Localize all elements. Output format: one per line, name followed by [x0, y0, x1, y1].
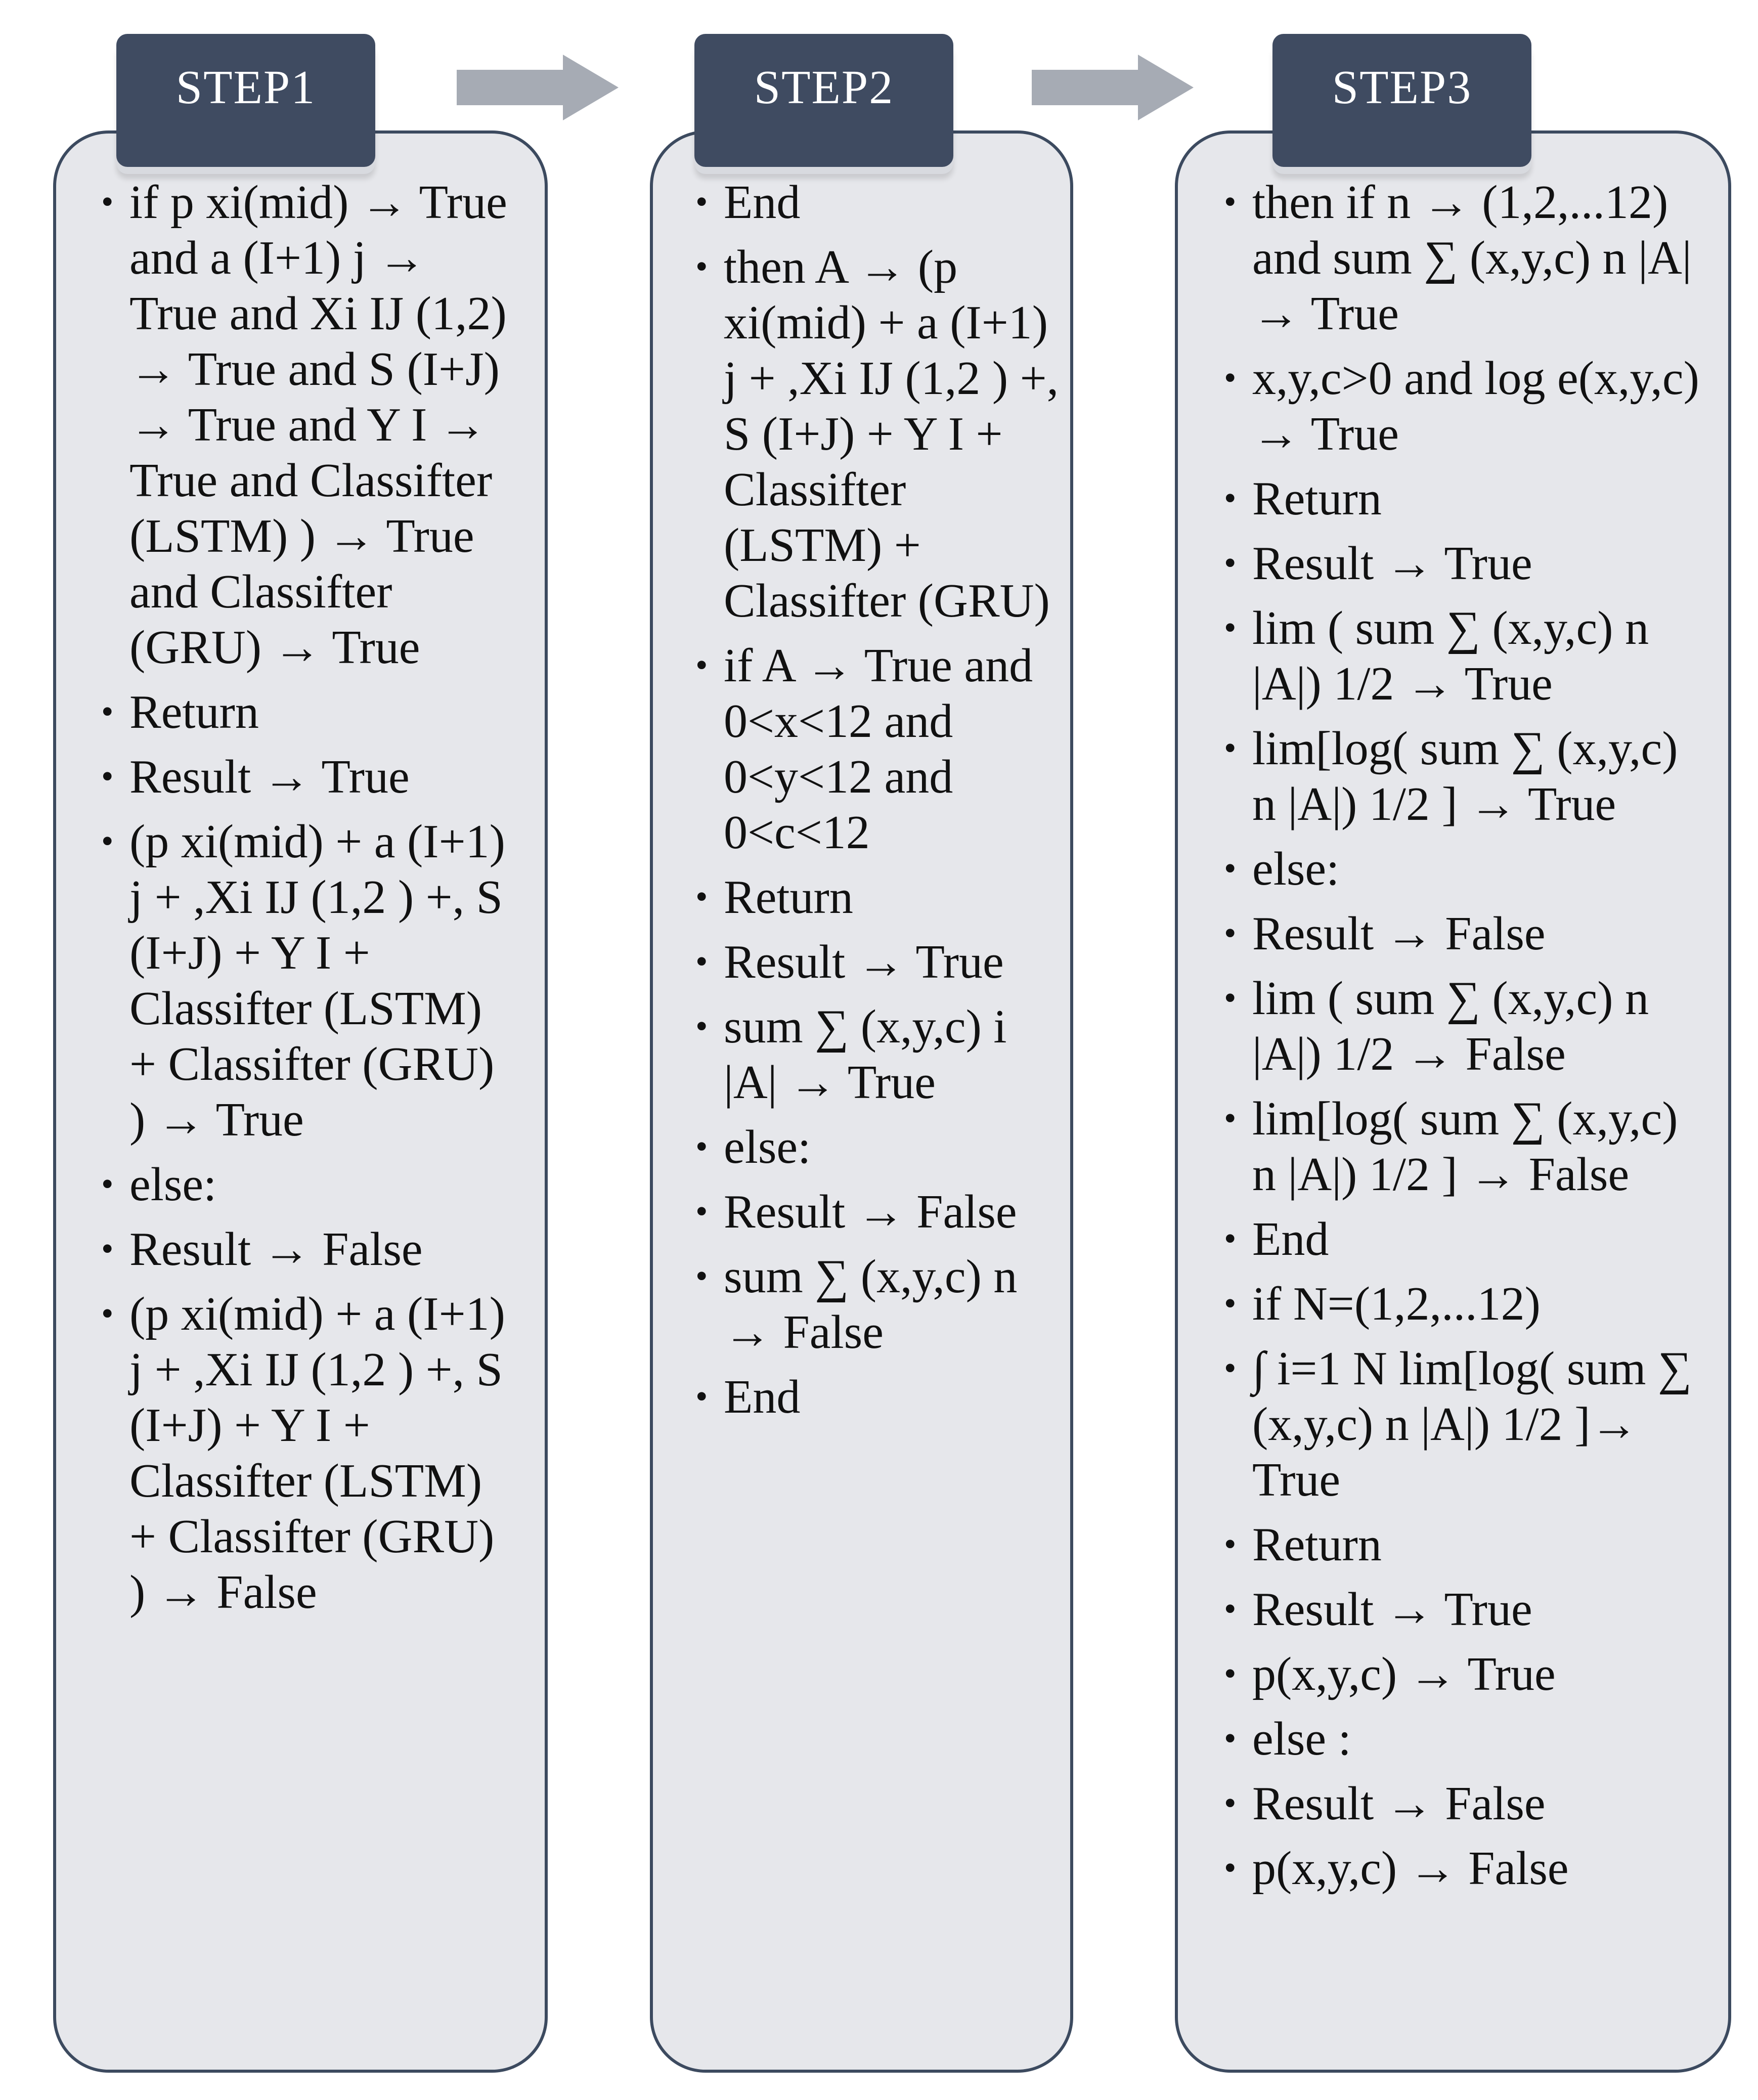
- step2-list: [695, 174, 1060, 1434]
- list-item: • then A → (p xi(mid) + a (I+1) j + ,Xi IJ (1,2 ) +, S (I+J) + Y I + Classifter (LSTM) + Classifter (GRU): [695, 239, 1060, 629]
- list-item: • lim ( sum ∑ (x,y,c) n |A|) 1/2 → False: [1224, 971, 1709, 1082]
- list-item: • if p xi(mid) → True and a (I+1) j → True and Xi IJ (1,2) → True and S (I+J) → True and Y I → True and Classifter (LSTM) ) → True and Classifter (GRU) → True: [101, 174, 516, 675]
- list-item: • else:: [1224, 841, 1709, 897]
- step3-list: [1224, 174, 1709, 1905]
- list-item: • else:: [101, 1157, 516, 1212]
- list-item: • lim[log( sum ∑ (x,y,c) n |A|) 1/2 ] → True: [1224, 721, 1709, 832]
- list-item: • if A → True and 0<x<12 and 0<y<12 and 0<c<12: [695, 638, 1060, 860]
- list-item: • End: [695, 1369, 1060, 1425]
- list-item: • lim ( sum ∑ (x,y,c) n |A|) 1/2 → True: [1224, 600, 1709, 712]
- step2-header: [694, 34, 953, 167]
- list-item: • Result → True: [101, 749, 516, 805]
- list-item: • Return: [1224, 471, 1709, 527]
- step2-title: STEP2: [754, 61, 894, 114]
- list-item: • Result → False: [1224, 906, 1709, 961]
- list-item: • (p xi(mid) + a (I+1) j + ,Xi IJ (1,2 ) +, S (I+J) + Y I + Classifter (LSTM) + Classifter (GRU) ) → True: [101, 814, 516, 1148]
- list-item: • p(x,y,c) → False: [1224, 1841, 1709, 1896]
- list-item: • ∫ i=1 N lim[log( sum ∑ (x,y,c) n |A|) 1/2 ]→ True: [1224, 1341, 1709, 1508]
- list-item: • Result → True: [695, 934, 1060, 990]
- list-item: • sum ∑ (x,y,c) i |A| → True: [695, 999, 1060, 1110]
- list-item: • then if n → (1,2,...12) and sum ∑ (x,y,c) n |A| → True: [1224, 174, 1709, 341]
- list-item: • (p xi(mid) + a (I+1) j + ,Xi IJ (1,2 ) +, S (I+J) + Y I + Classifter (LSTM) + Classifter (GRU) ) → False: [101, 1286, 516, 1620]
- list-item: • End: [695, 174, 1060, 230]
- list-item: • Result → True: [1224, 1582, 1709, 1637]
- step1-title: STEP1: [175, 61, 316, 114]
- list-item: • Return: [101, 684, 516, 740]
- list-item: • else :: [1224, 1711, 1709, 1767]
- list-item: • if N=(1,2,...12): [1224, 1276, 1709, 1332]
- step1-list: [101, 174, 516, 1629]
- list-item: • else:: [695, 1119, 1060, 1175]
- list-item: • sum ∑ (x,y,c) n → False: [695, 1249, 1060, 1360]
- list-item: • lim[log( sum ∑ (x,y,c) n |A|) 1/2 ] → False: [1224, 1091, 1709, 1202]
- arrow-right-icon: [457, 55, 624, 120]
- step3-header: [1272, 34, 1531, 167]
- list-item: • Return: [1224, 1517, 1709, 1572]
- list-item: • Result → False: [101, 1221, 516, 1277]
- list-item: • x,y,c>0 and log e(x,y,c) → True: [1224, 351, 1709, 462]
- list-item: • Result → False: [695, 1184, 1060, 1240]
- arrow-right-icon: [1032, 55, 1199, 120]
- list-item: • p(x,y,c) → True: [1224, 1646, 1709, 1702]
- step1-header: [116, 34, 375, 167]
- list-item: • Result → False: [1224, 1776, 1709, 1831]
- list-item: • Result → True: [1224, 536, 1709, 591]
- list-item: • End: [1224, 1211, 1709, 1267]
- list-item: • Return: [695, 869, 1060, 925]
- step3-title: STEP3: [1332, 61, 1472, 114]
